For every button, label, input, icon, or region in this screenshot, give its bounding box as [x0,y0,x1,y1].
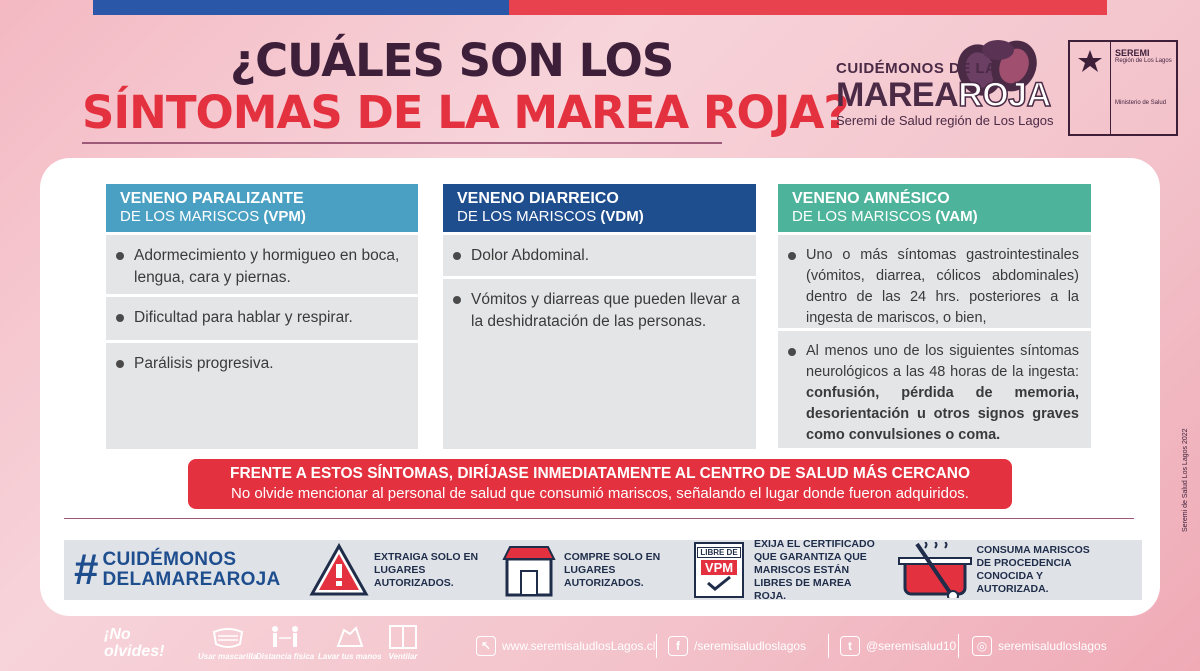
column-subtitle-row [792,208,1077,226]
tip-certificate [684,537,894,602]
campaign-marea: MAREA [836,76,959,114]
footer [0,620,1200,671]
column-title: VENENO AMNÉSICO [792,190,950,207]
certificate-badge-1: LIBRE DE [697,547,740,558]
alert-subtitle: No olvide mencionar al personal de salud que consumió mariscos, señalando el lugar donde fueron adquiridos. [231,485,969,502]
campaign-line-3: Seremi de Salud región de Los Lagos [836,113,1054,128]
twitter-icon: t [840,636,860,656]
facebook-text: /seremisaludloslagos [694,639,807,653]
twitter-text: @seremisalud10 [866,639,957,653]
title-line-2: SÍNTOMAS DE LA MAREA ROJA? [82,86,849,139]
facebook-link[interactable] [668,636,806,656]
mask-icon [208,624,248,650]
store-icon [501,543,557,597]
column-subtitle: DE LOS MARISCOS [457,208,597,225]
column-subtitle-row [120,208,404,226]
seremi-text [1110,42,1176,134]
cooking-pot-icon [895,542,975,598]
side-credit: Seremi de Salud Los Lagos 2022 [1182,428,1189,532]
column-subtitle-row [457,208,742,226]
no-olvides-label: ¡No olvides! [104,626,165,660]
website-link[interactable] [476,636,655,656]
footer-divider [656,634,657,658]
seremi-name: SEREMI [1115,48,1150,58]
instagram-icon: ◎ [972,636,992,656]
column-code: (VAM) [935,208,978,225]
column-subtitle: DE LOS MARISCOS [792,208,932,225]
hash-icon: # [74,545,99,594]
symptom-item: Dificultad para hablar y respirar. [106,297,418,340]
reminder-mask [198,624,257,661]
column-code: (VPM) [263,208,306,225]
reminder-ventilate [386,624,420,661]
campaign-line-1: CUIDÉMONOS DE LA [836,60,997,77]
column-header-vam [778,184,1091,232]
symptom-bold-text: confusión, pérdida de memoria, desorientación u otros signos graves como convulsiones o coma. [806,385,1079,443]
column-vpm [106,184,418,449]
tip-cook [894,540,1104,600]
instagram-link[interactable] [972,636,1107,656]
tip-text: EXIJA EL CERTIFICADO QUE GARANTIZA QUE MARISCOS ESTÁN LIBRES DE MAREA ROJA. [754,537,875,602]
prevention-band [64,537,1142,602]
title-line-1: ¿CUÁLES SON LOS [230,34,674,87]
certificate-icon [694,542,744,598]
tip-text: EXTRAIGA SOLO EN LUGARES AUTORIZADOS. [374,550,479,589]
facebook-icon: f [668,636,688,656]
hashtag-line-2: DELAMAREAROJA [102,569,281,590]
certificate-badge-2: VPM [701,560,737,575]
reminder-distance [256,624,314,661]
alert-banner [188,459,1012,509]
seremi-logo [1068,40,1178,136]
symptom-item: Vómitos y diarreas que pueden llevar a la deshidratación de las personas. [443,279,756,449]
tip-text: CONSUMA MARISCOS DE PROCEDENCIA CONOCIDA Y AUTORIZADA. [976,544,1090,595]
warning-icon [309,543,369,597]
column-vam [778,184,1091,448]
seremi-ministry: Ministerio de Salud [1115,100,1167,106]
window-icon [386,624,420,650]
tip-icon-wrap [304,540,374,600]
campaign-roja: ROJA [958,76,1051,114]
divider [64,518,1134,519]
cursor-icon: ↖ [476,636,496,656]
title-underline [82,142,722,144]
symptom-item: Parálisis progresiva. [106,343,418,449]
reminder-label: Ventilar [388,652,418,661]
reminder-label: Distancia física [256,652,315,661]
symptom-text: Al menos uno de los siguientes síntomas neurológicos a las 48 horas de la ingesta: [806,343,1079,380]
chile-emblem-icon [1074,48,1106,78]
instagram-text: seremisaludloslagos [998,639,1107,653]
column-title: VENENO PARALIZANTE [120,190,304,207]
tip-icon-wrap [494,540,564,600]
twitter-link[interactable] [840,636,956,656]
column-header-vdm [443,184,756,232]
seremi-region: Región de Los Lagos [1115,58,1172,64]
tip-extract [304,540,494,600]
tip-buy [494,540,684,600]
symptom-item [778,331,1091,448]
column-title: VENENO DIARREICO [457,190,619,207]
flag-blue-stripe [93,0,509,15]
flag-red-stripe [509,0,1107,15]
hands-icon [330,624,370,650]
column-subtitle: DE LOS MARISCOS [120,208,260,225]
hashtag-logo [64,545,304,594]
reminder-label: Usar mascarilla [198,652,258,661]
footer-divider [958,634,959,658]
column-vdm [443,184,756,449]
campaign-line-2 [836,77,1056,113]
flag-bar [93,0,1107,15]
hashtag-text [102,550,280,590]
column-code: (VDM) [600,208,644,225]
symptoms-card [40,158,1160,616]
tip-text: COMPRE SOLO EN LUGARES AUTORIZADOS. [564,550,661,589]
emblem-wrap [1070,42,1110,134]
tip-icon-wrap [894,540,976,600]
symptom-item: Uno o más síntomas gastrointestinales (vómitos, diarrea, cólicos abdominales) dentro de las 24 hrs. posteriores a la ingesta de mariscos, o bien, [778,235,1091,328]
campaign-logo [836,60,1056,140]
checkmark-icon [704,575,734,591]
alert-title: FRENTE A ESTOS SÍNTOMAS, DIRÍJASE INMEDIATAMENTE AL CENTRO DE SALUD MÁS CERCANO [229,465,971,482]
footer-divider [828,634,829,658]
reminder-hands [318,624,382,661]
hashtag-line-1: CUIDÉMONOS [102,549,237,570]
symptom-item: Dolor Abdominal. [443,235,756,276]
distance-icon [265,624,305,650]
tip-icon-wrap [684,540,754,600]
symptom-item: Adormecimiento y hormigueo en boca, lengua, cara y piernas. [106,235,418,294]
website-text: www.seremisaludlosLagos.cl [502,639,656,653]
column-header-vpm [106,184,418,232]
reminder-label: Lavar tus manos [318,652,382,661]
